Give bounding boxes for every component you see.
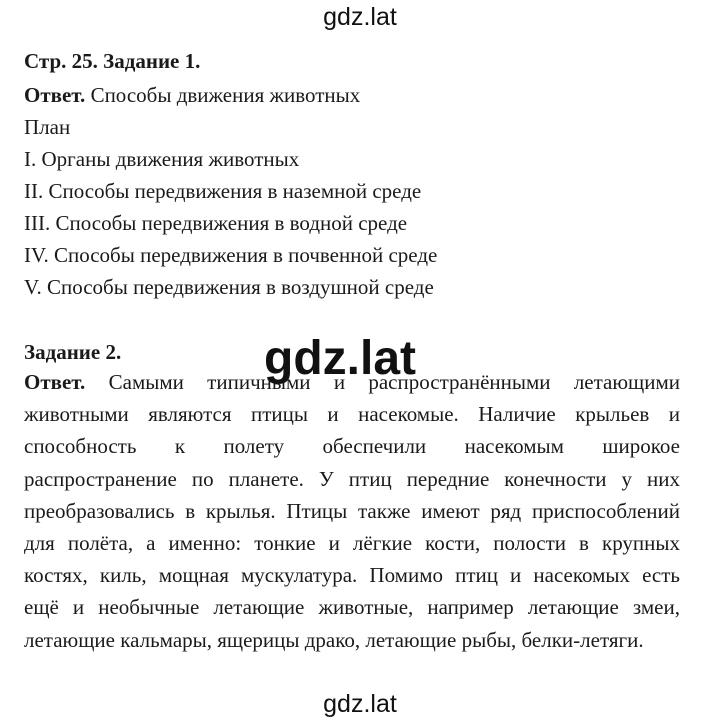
paragraph-line: способность к полету обеспечили насекомым широкое (24, 434, 680, 459)
watermark-center: gdz.lat (264, 332, 416, 385)
plan-item: III. Способы передвижения в водной среде (24, 211, 408, 235)
task2-heading: Задание 2. (24, 340, 122, 364)
answer-text: Способы движения животных (85, 83, 361, 107)
paragraph-line: распространение по планете. У птиц передние конечности у них (24, 466, 680, 491)
plan-title: План (24, 115, 71, 139)
paragraph-line: ещё и необычные летающие животные, например летающие змеи, (24, 595, 680, 620)
plan-item: V. Способы передвижения в воздушной среде (24, 275, 434, 299)
paragraph-line: для полёта, а именно: тонкие и лёгкие кости, полости в крупных (24, 530, 680, 555)
plan-item: I. Органы движения животных (24, 147, 300, 171)
task1-heading: Стр. 25. Задание 1. (24, 49, 201, 73)
paragraph-line: костях, киль, мощная мускулатура. Помимо птиц и насекомых есть (24, 563, 680, 588)
watermark-top: gdz.lat (323, 3, 397, 31)
watermark-bottom: gdz.lat (323, 690, 397, 718)
task1-answer (24, 82, 360, 108)
paragraph-line-text: Самыми типичными и распространёнными летающими (85, 370, 680, 394)
paragraph-line: животными являются птицы и насекомые. Наличие крыльев и (24, 402, 680, 427)
plan-item: IV. Способы передвижения в почвенной среде (24, 243, 438, 267)
task2-answer-paragraph (24, 366, 680, 656)
paragraph-line: летающие кальмары, ящерицы драко, летающие рыбы, белки-летяги. (24, 627, 644, 652)
paragraph-line: преобразовались в крылья. Птицы также имеют ряд приспособлений (24, 498, 680, 523)
plan-item: II. Способы передвижения в наземной среде (24, 179, 422, 203)
answer-label: Ответ. (24, 83, 86, 107)
answer-label: Ответ. (24, 370, 86, 394)
